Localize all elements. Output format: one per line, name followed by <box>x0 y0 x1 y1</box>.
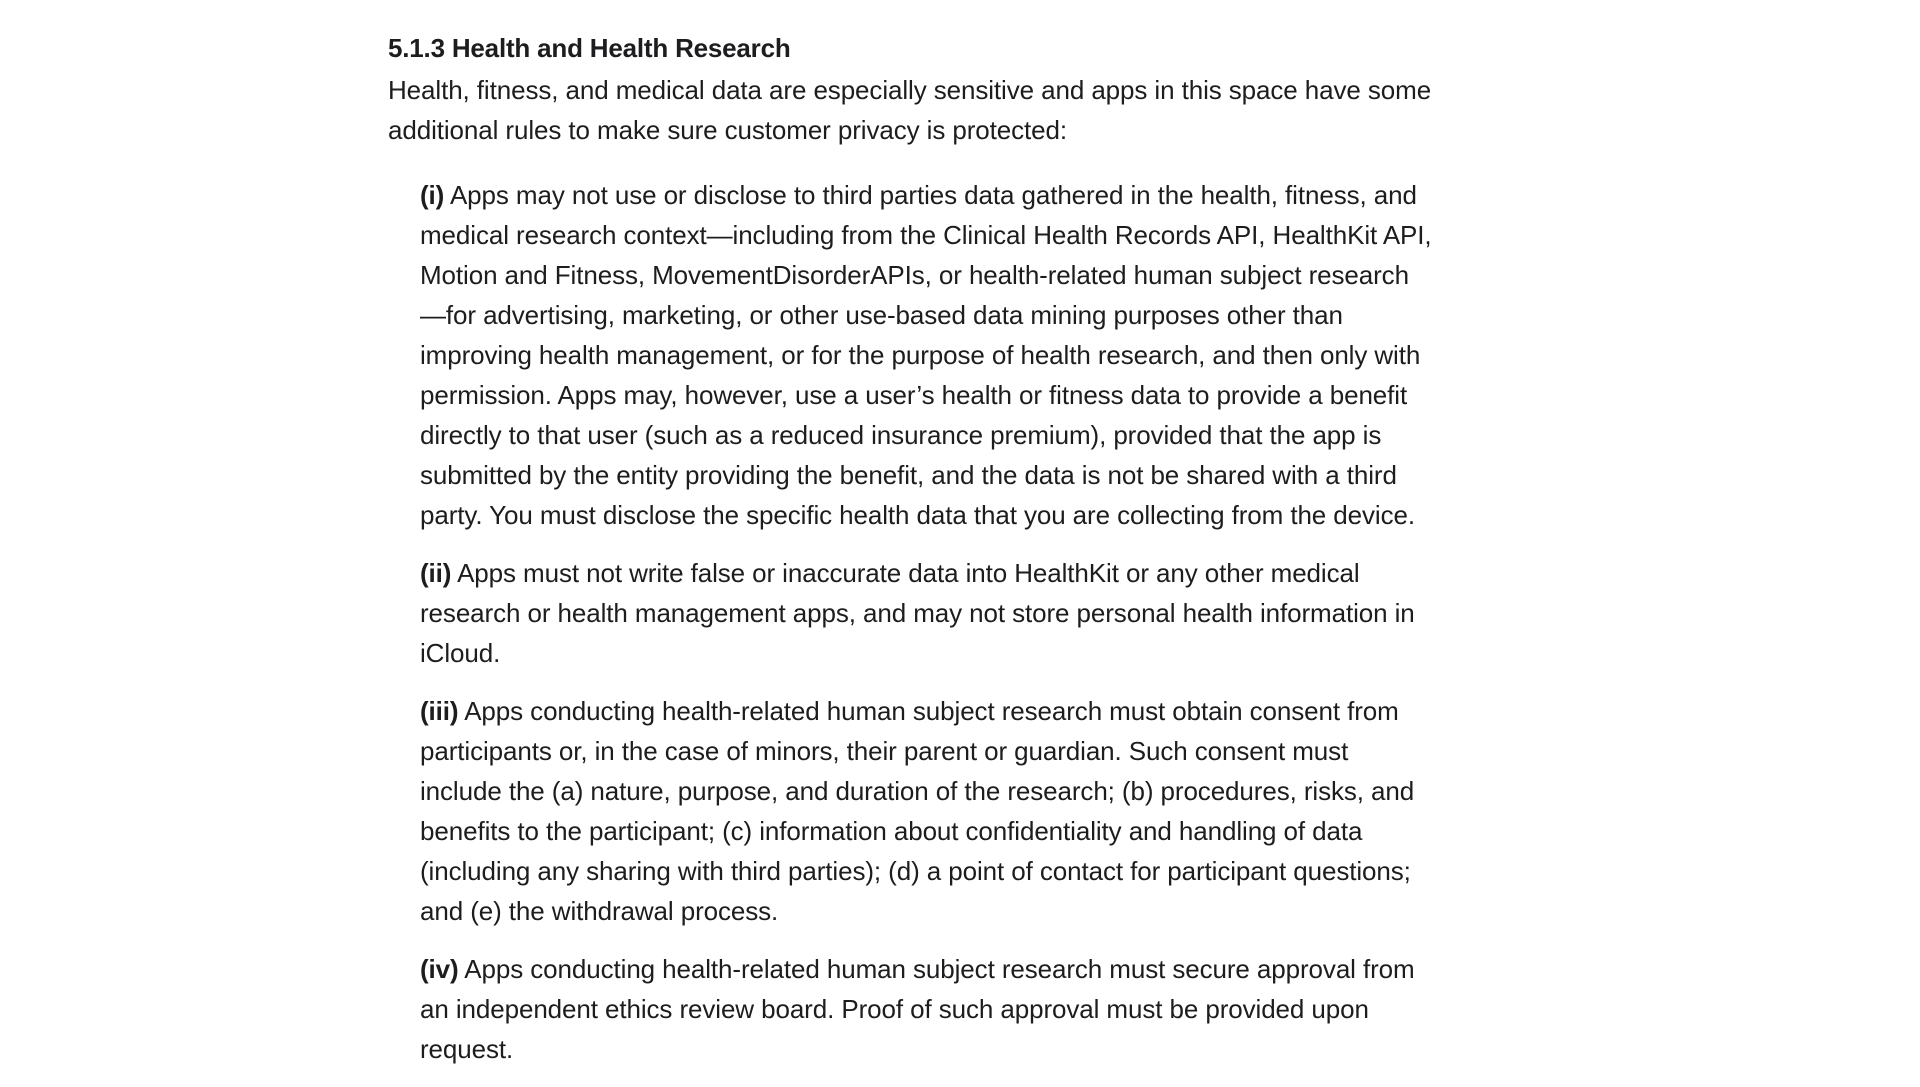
rule-line: iCloud. <box>420 638 501 668</box>
rule-line: party. You must disclose the specific health data that you are collecting from the device. <box>420 500 1415 530</box>
rule-line: (including any sharing with third parties); (d) a point of contact for participant questions; <box>420 856 1411 886</box>
rule-first-line <box>420 949 1530 989</box>
rule-line: participants or, in the case of minors, their parent or guardian. Such consent must <box>420 736 1349 766</box>
rule-item-i <box>420 175 1530 535</box>
rule-text: Apps conducting health-related human subject research must obtain consent from <box>458 696 1399 726</box>
rule-first-line <box>420 691 1530 731</box>
intro-paragraph <box>388 70 1528 150</box>
intro-line: additional rules to make sure customer privacy is protected: <box>388 115 1067 145</box>
rule-line: medical research context—including from the Clinical Health Records API, HealthKit API, <box>420 220 1432 250</box>
rule-text: Apps must not write false or inaccurate data into HealthKit or any other medical <box>451 558 1360 588</box>
rule-label: (ii) <box>420 558 452 588</box>
rule-text: Apps conducting health-related human subject research must secure approval from <box>458 954 1415 984</box>
rule-line: submitted by the entity providing the benefit, and the data is not be shared with a third <box>420 460 1397 490</box>
rule-line: request. <box>420 1034 514 1064</box>
section-heading: 5.1.3 Health and Health Research <box>388 33 791 63</box>
rule-label: (iv) <box>420 954 459 984</box>
rule-line: and (e) the withdrawal process. <box>420 896 779 926</box>
rule-line: directly to that user (such as a reduced insurance premium), provided that the app is <box>420 420 1382 450</box>
rule-line: an independent ethics review board. Proof of such approval must be provided upon <box>420 994 1369 1024</box>
rule-line: improving health management, or for the purpose of health research, and then only with <box>420 340 1421 370</box>
rule-line: permission. Apps may, however, use a user’s health or fitness data to provide a benefit <box>420 380 1408 410</box>
rule-line: Motion and Fitness, MovementDisorderAPIs, or health-related human subject research <box>420 260 1409 290</box>
rule-label: (i) <box>420 180 445 210</box>
rule-label: (iii) <box>420 696 459 726</box>
rule-first-line <box>420 175 1530 215</box>
rule-item-ii <box>420 553 1530 673</box>
rule-text: Apps may not use or disclose to third parties data gathered in the health, fitness, and <box>444 180 1417 210</box>
rule-item-iii <box>420 691 1530 931</box>
rules-list <box>420 175 1530 1087</box>
document-section <box>388 30 1528 1064</box>
rule-line: include the (a) nature, purpose, and duration of the research; (b) procedures, risks, and <box>420 776 1415 806</box>
intro-line: Health, fitness, and medical data are especially sensitive and apps in this space have some <box>388 75 1432 105</box>
rule-first-line <box>420 553 1530 593</box>
rule-item-iv <box>420 949 1530 1069</box>
rule-line: benefits to the participant; (c) information about confidentiality and handling of data <box>420 816 1363 846</box>
rule-line: —for advertising, marketing, or other use-based data mining purposes other than <box>420 300 1343 330</box>
rule-line: research or health management apps, and may not store personal health information in <box>420 598 1415 628</box>
